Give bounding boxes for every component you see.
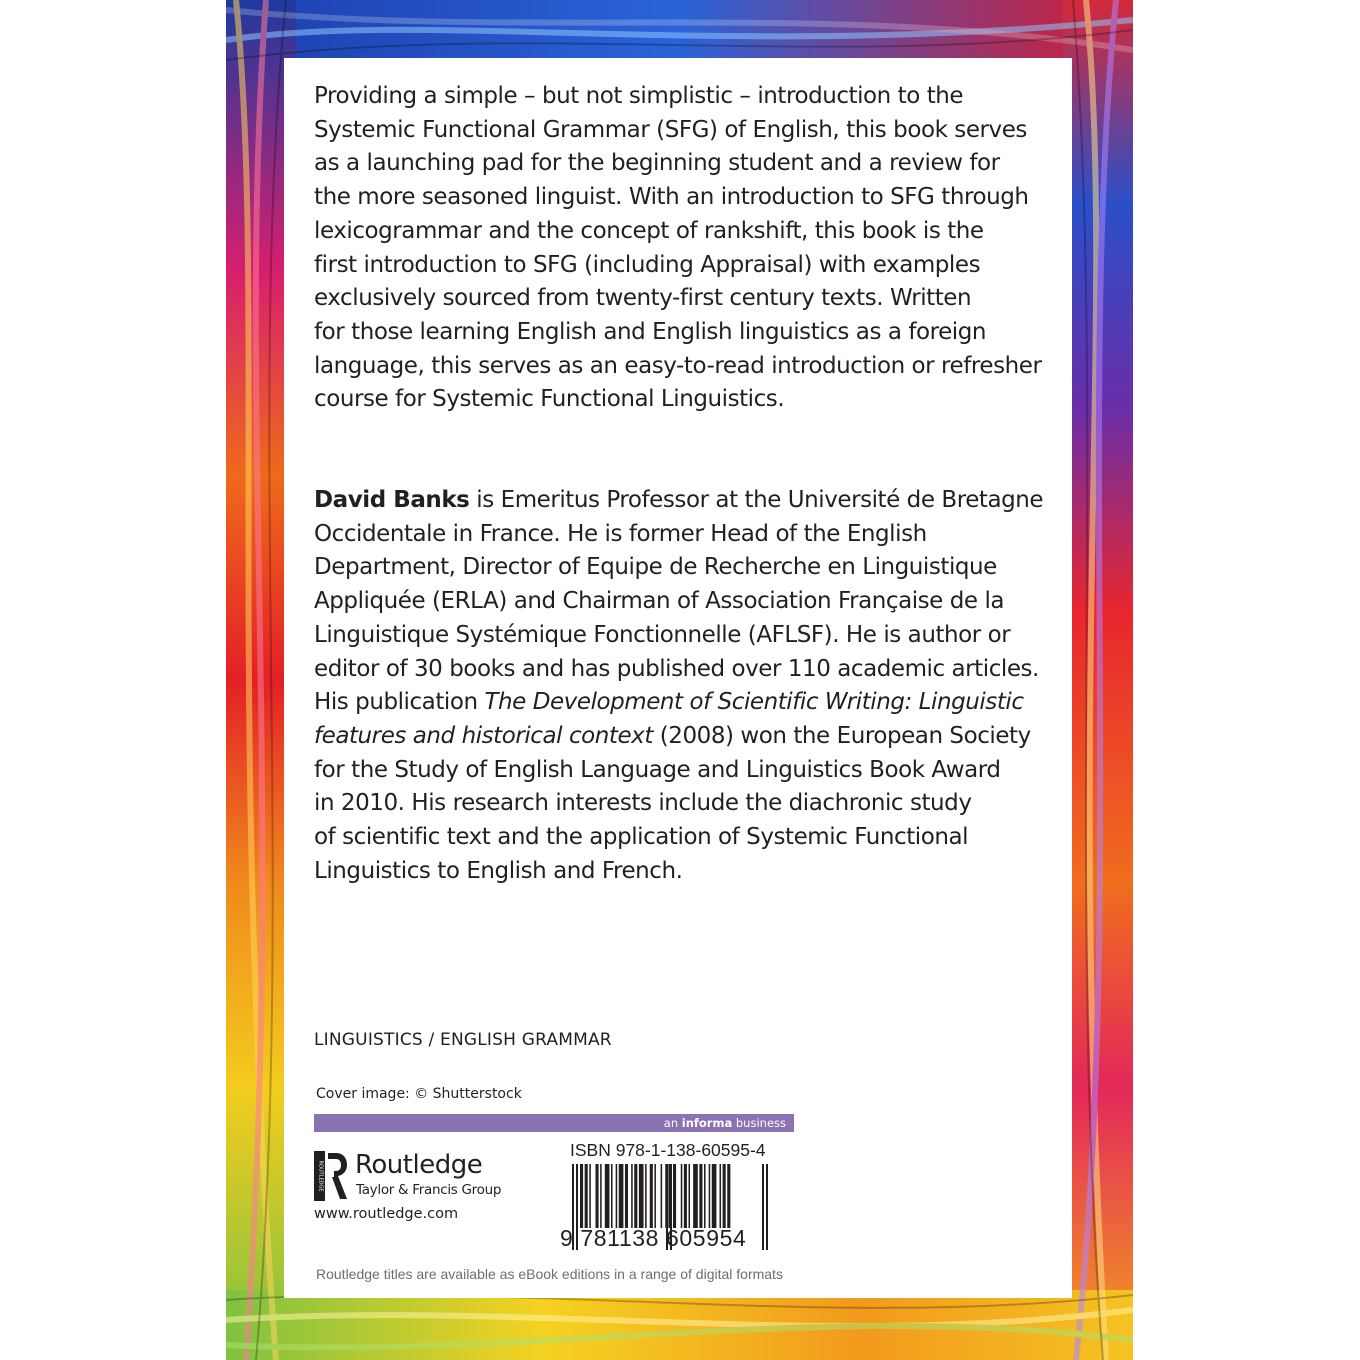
publication-title: The Development of Scientific Writing: Linguistic — [484, 689, 1024, 716]
description-line: as a launching pad for the beginning student and a review for — [314, 150, 1000, 177]
bio-line — [314, 720, 1031, 754]
logo-mark-text: ROUTLEDGE — [317, 1160, 324, 1192]
description-line: Systemic Functional Grammar (SFG) of English, this book serves — [314, 116, 1027, 143]
publisher-group: Taylor & Francis Group — [356, 1182, 502, 1198]
bio-line: for the Study of English Language and Linguistics Book Award — [314, 756, 1001, 783]
description-line: course for Systemic Functional Linguistics. — [314, 386, 785, 413]
informa-business-bar — [314, 1114, 794, 1132]
bio-line: of scientific text and the application of Systemic Functional — [314, 824, 969, 851]
author-biography — [314, 484, 1044, 888]
description-line: for those learning English and English linguistics as a foreign — [314, 318, 987, 345]
bio-line: editor of 30 books and has published over 110 academic articles. — [314, 655, 1039, 682]
description-line: Providing a simple – but not simplistic – introduction to the — [314, 83, 964, 109]
bio-line: Appliquée (ERLA) and Chairman of Association Française de la — [314, 588, 1005, 615]
description-line: exclusively sourced from twenty-first century texts. Written — [314, 285, 972, 312]
publication-title: features and historical context — [314, 722, 653, 749]
publisher-name: Routledge — [355, 1150, 483, 1180]
bio-line — [314, 686, 1024, 720]
bio-line: Linguistique Systémique Fonctionnelle (AFLSF). He is author or — [314, 621, 1011, 648]
back-cover-text-panel — [284, 58, 1072, 1298]
description-line: lexicogrammar and the concept of rankshift, this book is the — [314, 217, 984, 244]
bio-line — [314, 484, 1044, 518]
cover-image-credit: Cover image: © Shutterstock — [316, 1086, 522, 1102]
ebook-availability-note: Routledge titles are available as eBook editions in a range of digital formats — [316, 1266, 783, 1282]
bio-text: His publication — [314, 689, 485, 716]
book-description — [314, 80, 1042, 417]
bio-line: Linguistics to English and French. — [314, 857, 683, 884]
publisher-website: www.routledge.com — [314, 1206, 459, 1222]
description-line: the more seasoned linguist. With an introduction to SFG through — [314, 184, 1029, 211]
informa-suffix: business — [732, 1116, 786, 1130]
bio-text: (2008) won the European Society — [652, 722, 1031, 749]
bio-line: in 2010. His research interests include the diachronic study — [314, 790, 972, 817]
description-line: first introduction to SFG (including Appraisal) with examples — [314, 251, 981, 278]
bio-line: Department, Director of Equipe de Recherche en Linguistique — [314, 554, 997, 581]
informa-prefix: an — [663, 1116, 682, 1130]
bio-text: is Emeritus Professor at the Université de Bretagne — [469, 487, 1044, 513]
routledge-logo-icon — [314, 1151, 348, 1201]
isbn-label: ISBN 978-1-138-60595-4 — [570, 1140, 766, 1160]
informa-brand: informa — [681, 1116, 733, 1130]
subject-category: LINGUISTICS / ENGLISH GRAMMAR — [314, 1030, 612, 1050]
author-name: David Banks — [314, 487, 470, 513]
barcode-digits: 9 781138 605954 — [560, 1225, 747, 1251]
description-line: language, this serves as an easy-to-read introduction or refresher — [314, 352, 1042, 379]
bio-line: Occidentale in France. He is former Head of the English — [314, 520, 927, 547]
